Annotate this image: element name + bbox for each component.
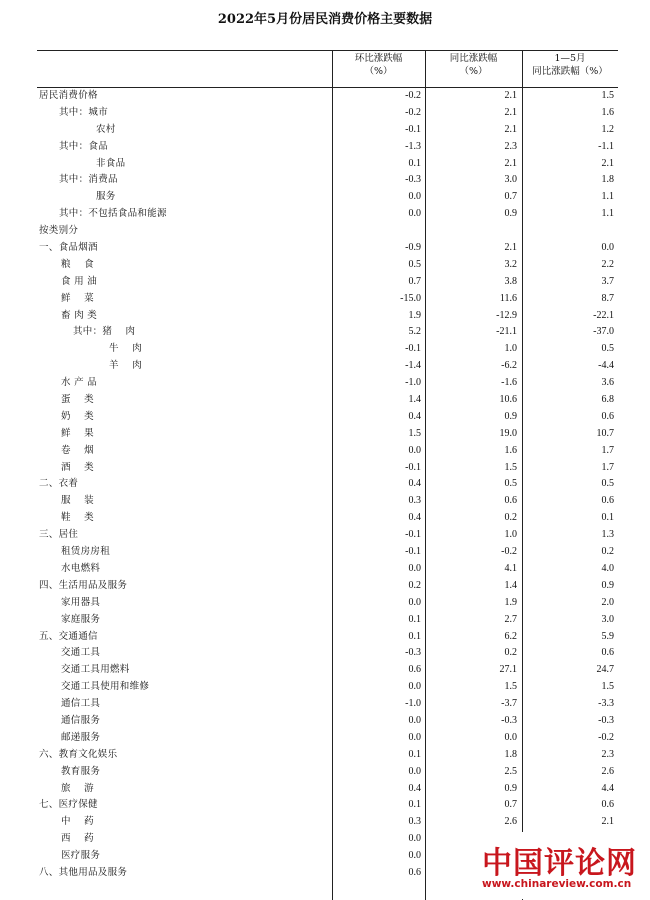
table-row bbox=[37, 409, 618, 426]
header-mom-line1: 环比涨跌幅 bbox=[354, 53, 403, 64]
yoy-value: 0.9 bbox=[504, 410, 517, 422]
yoy-value: -6.2 bbox=[501, 360, 517, 372]
yoy-value: 0.2 bbox=[504, 647, 517, 659]
yoy-value: 1.4 bbox=[504, 579, 517, 591]
row-label: 医疗服务 bbox=[61, 850, 101, 862]
mom-value: 0.0 bbox=[408, 208, 421, 220]
ytd-value: -0.3 bbox=[598, 714, 614, 726]
row-label: 六、教育文化娱乐 bbox=[39, 748, 118, 760]
table-row bbox=[37, 274, 618, 291]
table-row bbox=[37, 510, 618, 527]
row-label: 奶 类 bbox=[61, 410, 94, 422]
mom-value: 0.0 bbox=[408, 714, 421, 726]
table-row bbox=[37, 240, 618, 257]
yoy-value: 2.5 bbox=[504, 765, 517, 777]
row-label: 五、交通通信 bbox=[39, 630, 98, 642]
ytd-value: 0.5 bbox=[601, 478, 614, 490]
watermark-logo bbox=[468, 832, 650, 899]
mom-value: 0.2 bbox=[408, 579, 421, 591]
row-label: 通信工具 bbox=[61, 698, 101, 710]
header-ytd-line2: 同比涨跌幅（%） bbox=[532, 66, 608, 77]
mom-value: 0.0 bbox=[408, 681, 421, 693]
ytd-value: 0.6 bbox=[601, 647, 614, 659]
table-row bbox=[37, 493, 618, 510]
header-mom bbox=[332, 52, 425, 78]
table-row bbox=[37, 595, 618, 612]
row-label: 其中：消费品 bbox=[59, 174, 118, 186]
row-label: 其中：食品 bbox=[59, 140, 109, 152]
yoy-value: -0.2 bbox=[501, 546, 517, 558]
row-label: 中 药 bbox=[61, 816, 94, 828]
ytd-value: 1.6 bbox=[601, 106, 614, 118]
yoy-value: 2.3 bbox=[504, 140, 517, 152]
row-label: 其中：不包括食品和能源 bbox=[59, 208, 167, 220]
ytd-value: 4.0 bbox=[601, 562, 614, 574]
table-row bbox=[37, 88, 618, 105]
table-row bbox=[37, 375, 618, 392]
table-row bbox=[37, 392, 618, 409]
table-row bbox=[37, 781, 618, 798]
ytd-value: 3.0 bbox=[601, 613, 614, 625]
yoy-value: 2.1 bbox=[504, 157, 517, 169]
table-row bbox=[37, 797, 618, 814]
ytd-value: 1.5 bbox=[601, 90, 614, 101]
yoy-value: 1.6 bbox=[504, 444, 517, 456]
mom-value: 0.4 bbox=[408, 410, 421, 422]
header-yoy-line2: （%） bbox=[459, 66, 488, 77]
ytd-value: 24.7 bbox=[596, 664, 614, 676]
mom-value: -1.3 bbox=[405, 140, 421, 152]
table-row bbox=[37, 358, 618, 375]
table-row bbox=[37, 308, 618, 325]
row-label: 服 装 bbox=[61, 495, 94, 507]
yoy-value: 3.8 bbox=[504, 275, 517, 287]
row-label: 鲜 果 bbox=[61, 427, 94, 439]
table-row bbox=[37, 662, 618, 679]
row-label: 粮 食 bbox=[61, 258, 94, 270]
table-row bbox=[37, 730, 618, 747]
table-row bbox=[37, 443, 618, 460]
table-row bbox=[37, 223, 618, 240]
yoy-value: 11.6 bbox=[499, 292, 517, 304]
mom-value: 5.2 bbox=[408, 326, 421, 338]
mom-value: 0.6 bbox=[408, 866, 421, 878]
row-label: 租赁房房租 bbox=[61, 546, 111, 558]
table-row bbox=[37, 206, 618, 223]
mom-value: -0.2 bbox=[405, 90, 421, 101]
row-label: 其中：城市 bbox=[59, 106, 109, 118]
ytd-value: 3.7 bbox=[601, 275, 614, 287]
yoy-value: 1.5 bbox=[504, 681, 517, 693]
ytd-value: 10.7 bbox=[596, 427, 614, 439]
yoy-value: 0.7 bbox=[504, 191, 517, 203]
row-label: 鲜 菜 bbox=[61, 292, 94, 304]
mom-value: 1.5 bbox=[408, 427, 421, 439]
mom-value: 1.4 bbox=[408, 394, 421, 406]
mom-value: -0.2 bbox=[405, 106, 421, 118]
row-label: 卷 烟 bbox=[61, 444, 94, 456]
ytd-value: -37.0 bbox=[593, 326, 614, 338]
mom-value: 0.1 bbox=[408, 748, 421, 760]
yoy-value: -21.1 bbox=[496, 326, 517, 338]
mom-value: -0.1 bbox=[405, 529, 421, 541]
mom-value: -0.1 bbox=[405, 546, 421, 558]
ytd-value: 2.2 bbox=[601, 258, 614, 270]
table-top-rule bbox=[37, 50, 618, 51]
row-label: 教育服务 bbox=[61, 765, 101, 777]
row-label: 酒 类 bbox=[61, 461, 94, 473]
mom-value: 0.3 bbox=[408, 816, 421, 828]
table-row bbox=[37, 341, 618, 358]
ytd-value: -3.3 bbox=[598, 698, 614, 710]
table-row bbox=[37, 324, 618, 341]
table-row bbox=[37, 578, 618, 595]
mom-value: 0.3 bbox=[408, 495, 421, 507]
yoy-value: 6.2 bbox=[504, 630, 517, 642]
ytd-value: -0.2 bbox=[598, 731, 614, 743]
mom-value: -0.1 bbox=[405, 461, 421, 473]
ytd-value: 6.8 bbox=[601, 394, 614, 406]
yoy-value: 0.9 bbox=[504, 208, 517, 220]
yoy-value: 2.6 bbox=[504, 816, 517, 828]
mom-value: -0.1 bbox=[405, 343, 421, 355]
table-row bbox=[37, 122, 618, 139]
ytd-value: 2.0 bbox=[601, 596, 614, 608]
row-label: 按类别分 bbox=[39, 225, 79, 237]
table-row bbox=[37, 156, 618, 173]
yoy-value: 0.9 bbox=[504, 782, 517, 794]
mom-value: 0.0 bbox=[408, 833, 421, 845]
yoy-value: 3.2 bbox=[504, 258, 517, 270]
ytd-value: 1.7 bbox=[601, 461, 614, 473]
watermark-name: 中国评论网 bbox=[482, 846, 637, 881]
yoy-value: 2.1 bbox=[504, 90, 517, 101]
yoy-value: -3.7 bbox=[501, 698, 517, 710]
row-label: 交通工具用燃料 bbox=[61, 664, 130, 676]
row-label: 八、其他用品及服务 bbox=[39, 866, 128, 878]
yoy-value: -0.3 bbox=[501, 714, 517, 726]
ytd-value: 2.1 bbox=[601, 816, 614, 828]
mom-value: 0.7 bbox=[408, 275, 421, 287]
yoy-value: 4.1 bbox=[504, 562, 517, 574]
row-label: 邮递服务 bbox=[61, 731, 101, 743]
row-label: 牛 肉 bbox=[109, 343, 142, 355]
yoy-value: 2.1 bbox=[504, 106, 517, 118]
mom-value: -0.3 bbox=[405, 174, 421, 186]
yoy-value: 0.7 bbox=[504, 799, 517, 811]
ytd-value: 0.9 bbox=[601, 579, 614, 591]
ytd-value: 0.2 bbox=[601, 546, 614, 558]
mom-value: 1.9 bbox=[408, 309, 421, 321]
row-label: 畜 肉 类 bbox=[61, 309, 98, 321]
table-row bbox=[37, 172, 618, 189]
row-label: 居民消费价格 bbox=[39, 90, 98, 101]
yoy-value: 19.0 bbox=[499, 427, 517, 439]
ytd-value: 1.7 bbox=[601, 444, 614, 456]
table-row bbox=[37, 747, 618, 764]
row-label: 交通工具使用和维修 bbox=[61, 681, 150, 693]
mom-value: 0.0 bbox=[408, 191, 421, 203]
mom-value: -1.0 bbox=[405, 698, 421, 710]
mom-value: -0.1 bbox=[405, 123, 421, 135]
yoy-value: 1.0 bbox=[504, 529, 517, 541]
mom-value: 0.0 bbox=[408, 850, 421, 862]
yoy-value: -1.6 bbox=[501, 377, 517, 389]
ytd-value: 1.2 bbox=[601, 123, 614, 135]
table-row bbox=[37, 476, 618, 493]
row-label: 非食品 bbox=[96, 157, 126, 169]
mom-value: 0.1 bbox=[408, 630, 421, 642]
yoy-value: 0.2 bbox=[504, 512, 517, 524]
mom-value: 0.1 bbox=[408, 613, 421, 625]
mom-value: -15.0 bbox=[400, 292, 421, 304]
table-row bbox=[37, 460, 618, 477]
header-yoy-line1: 同比涨跌幅 bbox=[449, 53, 498, 64]
yoy-value: 2.1 bbox=[504, 123, 517, 135]
row-label: 西 药 bbox=[61, 833, 94, 845]
ytd-value: 0.6 bbox=[601, 495, 614, 507]
yoy-value: 1.8 bbox=[504, 748, 517, 760]
mom-value: -1.4 bbox=[405, 360, 421, 372]
yoy-value: 0.0 bbox=[504, 731, 517, 743]
ytd-value: -1.1 bbox=[598, 140, 614, 152]
ytd-value: 3.6 bbox=[601, 377, 614, 389]
yoy-value: 0.6 bbox=[504, 495, 517, 507]
yoy-value: 3.0 bbox=[504, 174, 517, 186]
mom-value: 0.0 bbox=[408, 444, 421, 456]
row-label: 旅 游 bbox=[61, 782, 94, 794]
row-label: 食 用 油 bbox=[61, 275, 98, 287]
ytd-value: 1.1 bbox=[601, 191, 614, 203]
ytd-value: 0.6 bbox=[601, 410, 614, 422]
ytd-value: 1.8 bbox=[601, 174, 614, 186]
table-row bbox=[37, 257, 618, 274]
table-row bbox=[37, 629, 618, 646]
mom-value: -0.9 bbox=[405, 242, 421, 254]
table-row bbox=[37, 612, 618, 629]
mom-value: 0.1 bbox=[408, 157, 421, 169]
row-label: 羊 肉 bbox=[109, 360, 142, 372]
mom-value: -0.3 bbox=[405, 647, 421, 659]
ytd-value: 1.3 bbox=[601, 529, 614, 541]
ytd-value: 0.1 bbox=[601, 512, 614, 524]
yoy-value: 2.1 bbox=[504, 242, 517, 254]
mom-value: 0.5 bbox=[408, 258, 421, 270]
row-label: 鞋 类 bbox=[61, 512, 94, 524]
watermark-url: www.chinareview.com.cn bbox=[482, 878, 632, 890]
ytd-value: 1.1 bbox=[601, 208, 614, 220]
mom-value: 0.4 bbox=[408, 782, 421, 794]
row-label: 服务 bbox=[96, 191, 116, 203]
ytd-value: 5.9 bbox=[601, 630, 614, 642]
table-row bbox=[37, 696, 618, 713]
row-label: 一、食品烟酒 bbox=[39, 242, 98, 254]
yoy-value: 1.9 bbox=[504, 596, 517, 608]
table-row bbox=[37, 544, 618, 561]
mom-value: 0.4 bbox=[408, 478, 421, 490]
ytd-value: 2.6 bbox=[601, 765, 614, 777]
row-label: 三、居住 bbox=[39, 529, 79, 541]
table-row bbox=[37, 139, 618, 156]
header-yoy bbox=[425, 52, 522, 78]
row-label: 蛋 类 bbox=[61, 394, 94, 406]
yoy-value: -12.9 bbox=[496, 309, 517, 321]
mom-value: 0.0 bbox=[408, 562, 421, 574]
ytd-value: -22.1 bbox=[593, 309, 614, 321]
yoy-value: 27.1 bbox=[499, 664, 517, 676]
ytd-value: 2.1 bbox=[601, 157, 614, 169]
ytd-value: 0.6 bbox=[601, 799, 614, 811]
ytd-value: 8.7 bbox=[601, 292, 614, 304]
row-label: 其中：猪 肉 bbox=[73, 326, 136, 338]
table-row bbox=[37, 527, 618, 544]
mom-value: 0.1 bbox=[408, 799, 421, 811]
yoy-value: 2.7 bbox=[504, 613, 517, 625]
row-label: 交通工具 bbox=[61, 647, 101, 659]
row-label: 七、医疗保健 bbox=[39, 799, 98, 811]
mom-value: 0.4 bbox=[408, 512, 421, 524]
row-label: 家庭服务 bbox=[61, 613, 101, 625]
row-label: 水 产 品 bbox=[61, 377, 98, 389]
table-row bbox=[37, 814, 618, 831]
ytd-value: 2.3 bbox=[601, 748, 614, 760]
table-row bbox=[37, 764, 618, 781]
row-label: 水电燃料 bbox=[61, 562, 101, 574]
table-row bbox=[37, 679, 618, 696]
yoy-value: 1.0 bbox=[504, 343, 517, 355]
header-mom-line2: （%） bbox=[364, 66, 393, 77]
yoy-value: 10.6 bbox=[499, 394, 517, 406]
yoy-value: 1.5 bbox=[504, 461, 517, 473]
table-row bbox=[37, 426, 618, 443]
ytd-value: 0.5 bbox=[601, 343, 614, 355]
table-row bbox=[37, 189, 618, 206]
mom-value: 0.0 bbox=[408, 731, 421, 743]
table-body bbox=[37, 88, 618, 882]
mom-value: 0.0 bbox=[408, 765, 421, 777]
table-row bbox=[37, 291, 618, 308]
row-label: 家用器具 bbox=[61, 596, 101, 608]
ytd-value: -4.4 bbox=[598, 360, 614, 372]
mom-value: -1.0 bbox=[405, 377, 421, 389]
row-label: 四、生活用品及服务 bbox=[39, 579, 128, 591]
table-row bbox=[37, 105, 618, 122]
yoy-value: 0.5 bbox=[504, 478, 517, 490]
header-ytd bbox=[522, 52, 618, 78]
table-row bbox=[37, 561, 618, 578]
mom-value: 0.0 bbox=[408, 596, 421, 608]
ytd-value: 4.4 bbox=[601, 782, 614, 794]
ytd-value: 0.0 bbox=[601, 242, 614, 254]
row-label: 通信服务 bbox=[61, 714, 101, 726]
mom-value: 0.6 bbox=[408, 664, 421, 676]
table-row bbox=[37, 645, 618, 662]
row-label: 二、衣着 bbox=[39, 478, 79, 490]
ytd-value: 1.5 bbox=[601, 681, 614, 693]
row-label: 农村 bbox=[96, 123, 116, 135]
table-row bbox=[37, 713, 618, 730]
page-title: 2022年5月份居民消费价格主要数据 bbox=[217, 12, 433, 27]
header-ytd-line1: 1—5月 bbox=[554, 53, 586, 64]
